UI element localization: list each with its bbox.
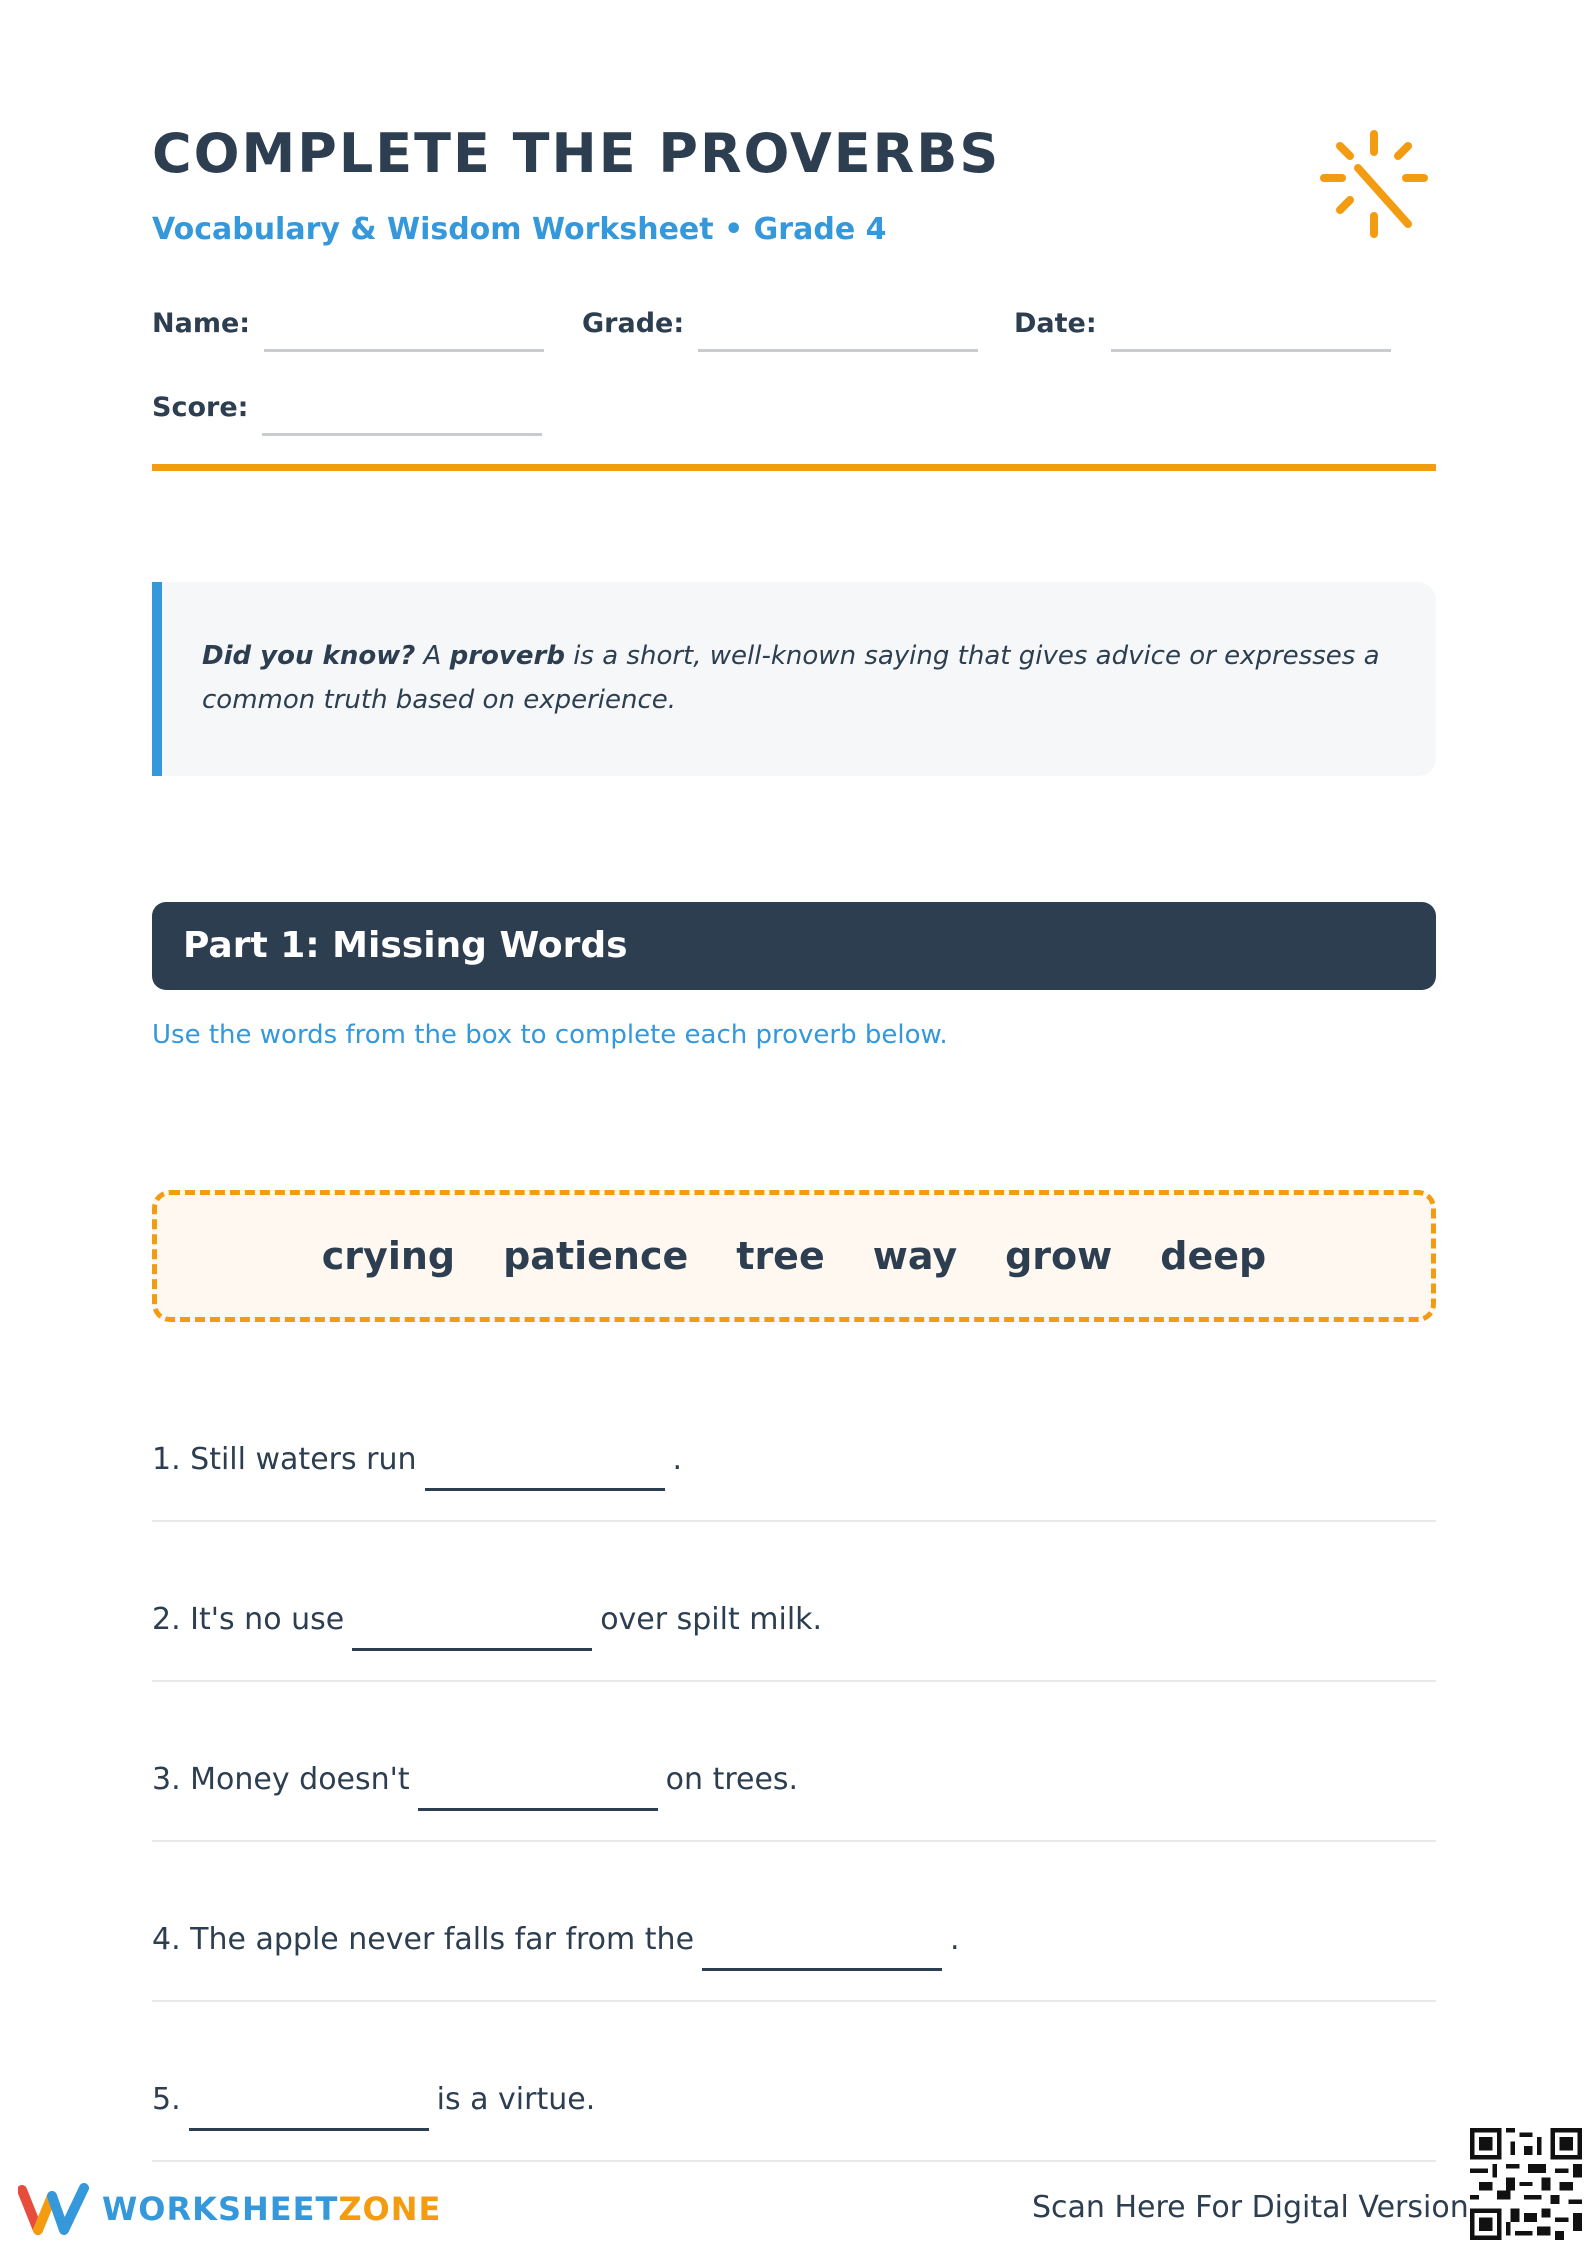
grade-label: Grade:	[582, 308, 685, 339]
question-1	[152, 1442, 682, 1477]
question-5	[152, 2082, 595, 2117]
question-row	[152, 1922, 1436, 2002]
score-line[interactable]	[262, 413, 542, 436]
note-text	[202, 634, 1382, 722]
page-title: COMPLETE THE PROVERBS	[152, 122, 1001, 185]
question-row	[152, 1602, 1436, 1682]
date-label: Date:	[1014, 308, 1097, 339]
question-text: is a virtue.	[436, 2082, 596, 2117]
date-line[interactable]	[1111, 329, 1391, 352]
logo-w-icon	[18, 2182, 90, 2236]
word-bank-item: way	[872, 1234, 958, 1278]
question-text: 2. It's no use	[152, 1602, 345, 1637]
word-bank-item: tree	[736, 1234, 825, 1278]
note-rest: is a short, well-known saying that gives advice or expresses a common truth based on experience.	[202, 641, 1380, 715]
question-2	[152, 1602, 822, 1637]
question-4	[152, 1922, 960, 1957]
date-field[interactable]	[1014, 308, 1391, 340]
question-text: on trees.	[665, 1762, 799, 1797]
question-text: 4. The apple never falls far from the	[152, 1922, 695, 1957]
name-label: Name:	[152, 308, 251, 339]
question-text: .	[672, 1442, 683, 1477]
answer-blank[interactable]	[352, 1618, 592, 1651]
answer-blank[interactable]	[702, 1938, 942, 1971]
word-bank-item: patience	[503, 1234, 689, 1278]
worksheetzone-logo[interactable]	[18, 2182, 441, 2236]
question-text: .	[950, 1922, 960, 1957]
answer-blank[interactable]	[418, 1778, 658, 1811]
question-text: 3. Money doesn't	[152, 1762, 410, 1797]
grade-field[interactable]	[582, 308, 978, 340]
word-bank-item: deep	[1160, 1234, 1267, 1278]
answer-blank[interactable]	[189, 2098, 429, 2131]
question-row	[152, 2082, 1436, 2162]
logo-text-part2: ZONE	[338, 2190, 442, 2228]
answer-blank[interactable]	[425, 1458, 665, 1491]
note-pre: A	[415, 641, 450, 671]
name-line[interactable]	[264, 329, 544, 352]
word-bank-item: crying	[321, 1234, 456, 1278]
question-text: 5.	[152, 2082, 181, 2117]
question-text: over spilt milk.	[600, 1602, 823, 1637]
note-keyword: proverb	[449, 641, 565, 671]
score-field[interactable]	[152, 392, 542, 424]
page-subtitle: Vocabulary & Wisdom Worksheet • Grade 4	[152, 212, 887, 247]
logo-text	[102, 2190, 441, 2228]
section-instruction: Use the words from the box to complete each proverb below.	[152, 1020, 948, 1050]
sun-icon	[1318, 128, 1430, 240]
note-lead: Did you know?	[202, 641, 416, 671]
section-title: Part 1: Missing Words	[183, 925, 628, 966]
header-divider	[152, 464, 1436, 471]
word-bank-item: grow	[1005, 1234, 1113, 1278]
grade-line[interactable]	[698, 329, 978, 352]
score-label: Score:	[152, 392, 249, 423]
qr-code-icon[interactable]	[1470, 2128, 1582, 2240]
logo-text-part1: WORKSHEET	[102, 2190, 339, 2228]
did-you-know-box	[152, 582, 1436, 776]
question-row	[152, 1442, 1436, 1522]
word-bank	[152, 1190, 1436, 1322]
scan-label: Scan Here For Digital Version	[1032, 2190, 1469, 2225]
question-row	[152, 1762, 1436, 1842]
question-3	[152, 1762, 798, 1797]
question-text: 1. Still waters run	[152, 1442, 417, 1477]
section-header	[152, 902, 1436, 990]
name-field[interactable]	[152, 308, 544, 340]
